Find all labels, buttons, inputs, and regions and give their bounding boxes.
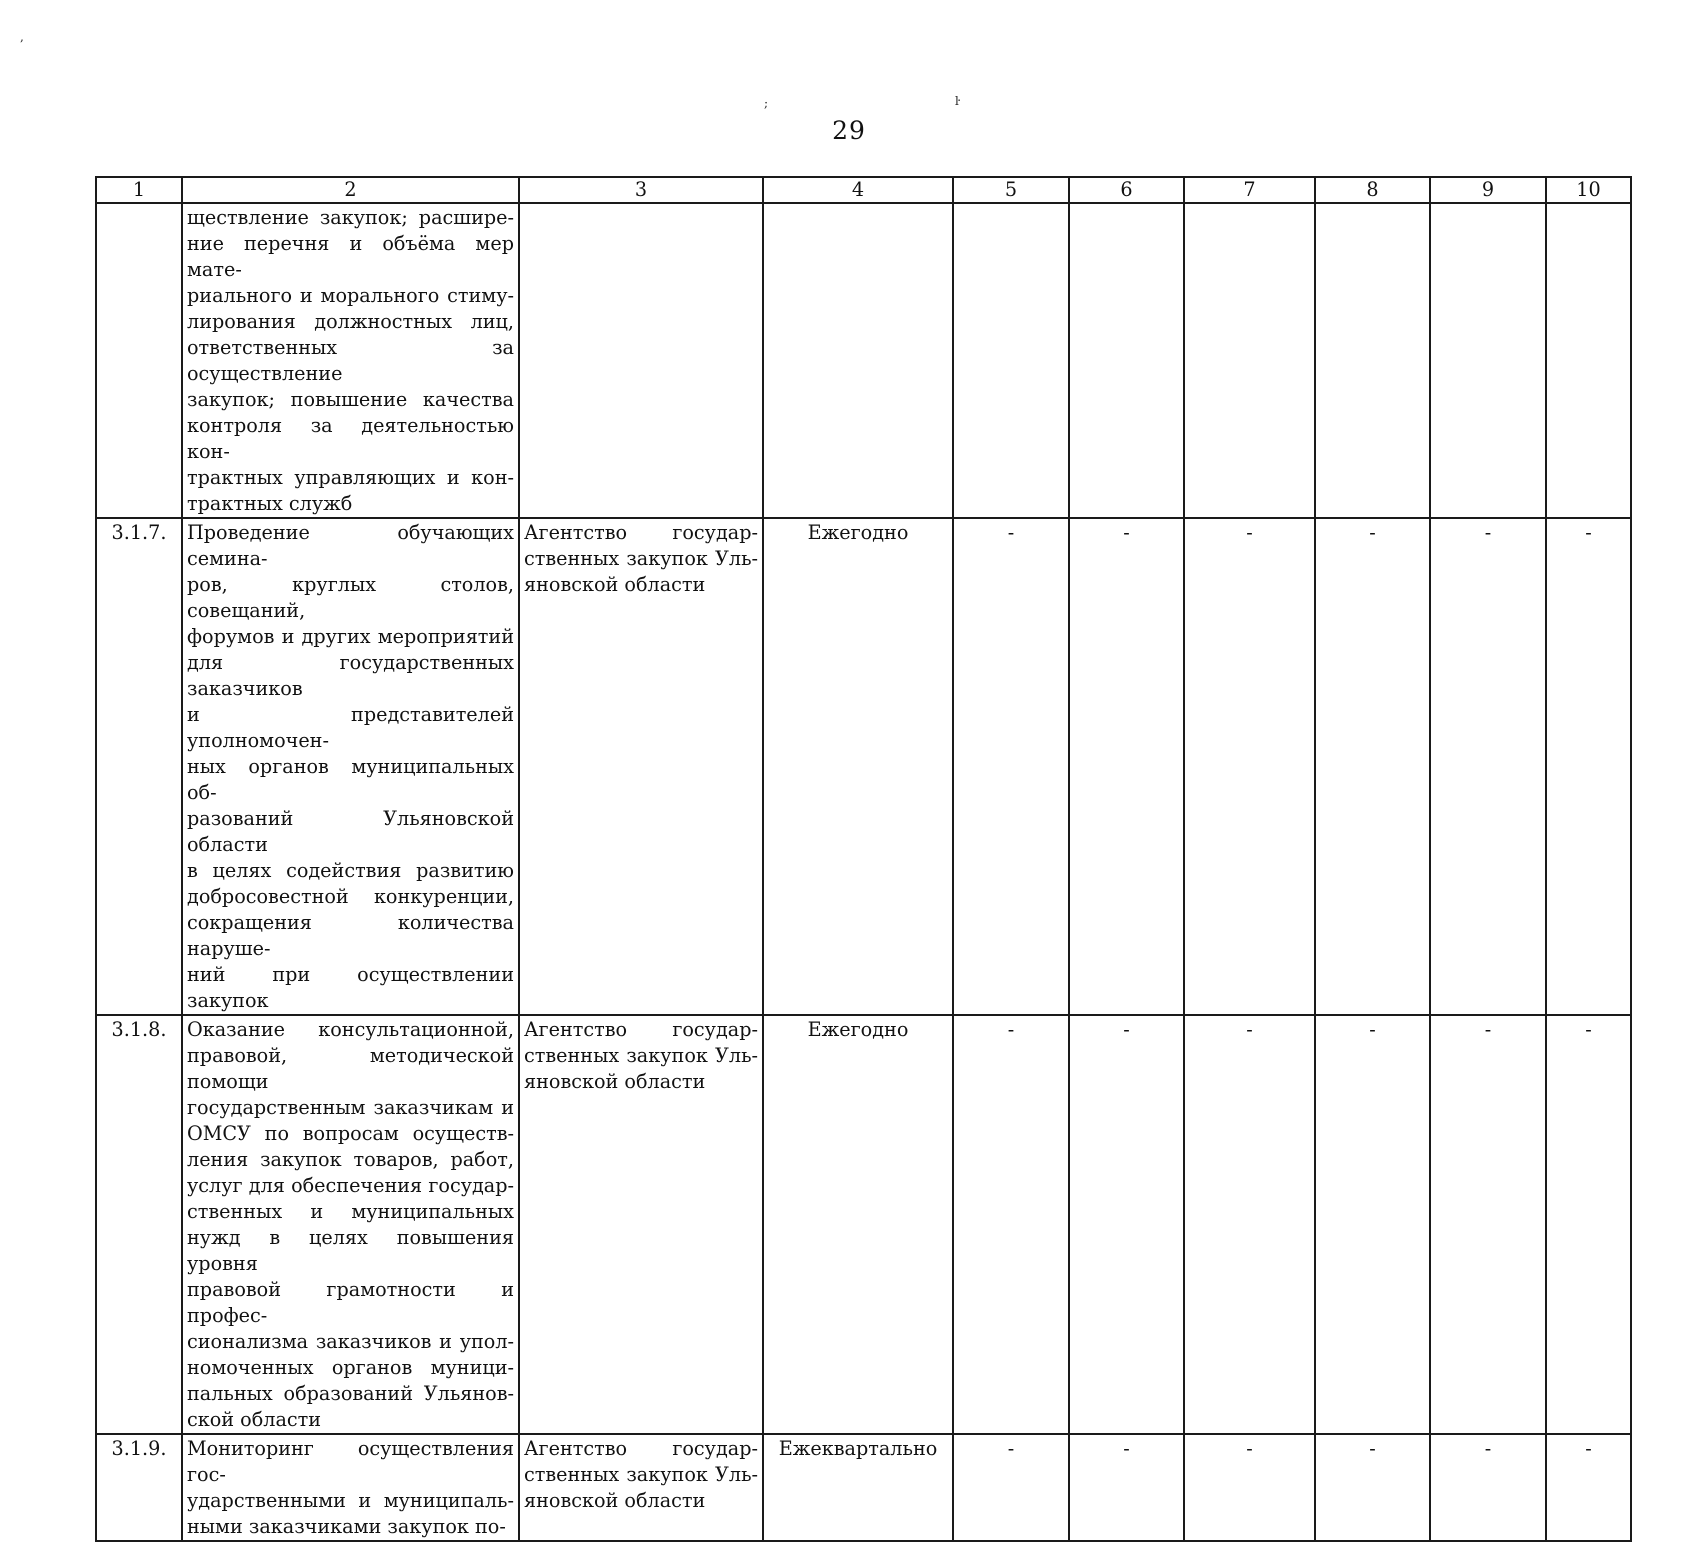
description-line: добросовестной конкуренции, xyxy=(187,885,514,908)
description-line: лирования должностных лиц, xyxy=(187,310,514,333)
description-line: в целях содействия развитию xyxy=(187,859,514,882)
column-number: 8 xyxy=(1315,177,1430,203)
column-number: 5 xyxy=(953,177,1069,203)
executor-line: ственных закупок Уль- xyxy=(524,1463,758,1486)
table-row xyxy=(96,518,1631,1015)
column-number-row xyxy=(96,177,1631,203)
measure-description xyxy=(182,1015,519,1434)
funding-value: - xyxy=(1430,518,1546,1015)
funding-value xyxy=(953,203,1069,518)
execution-term: Ежегодно xyxy=(763,518,953,1015)
responsible-executor xyxy=(519,518,763,1015)
description-line: услуг для обеспечения государ- xyxy=(187,1174,514,1197)
description-line: и представителей уполномочен- xyxy=(187,703,514,752)
responsible-executor xyxy=(519,1015,763,1434)
funding-value xyxy=(1069,203,1184,518)
funding-value: - xyxy=(1430,1434,1546,1541)
funding-value xyxy=(1546,203,1631,518)
funding-value: - xyxy=(1546,1434,1631,1541)
funding-value: - xyxy=(953,518,1069,1015)
column-number: 2 xyxy=(182,177,519,203)
measure-description xyxy=(182,518,519,1015)
description-line: риального и морального стиму- xyxy=(187,284,514,307)
item-number: 3.1.9. xyxy=(96,1434,182,1541)
column-number: 10 xyxy=(1546,177,1631,203)
description-line: ных органов муниципальных об- xyxy=(187,755,514,804)
executor-line: яновской области xyxy=(524,573,706,596)
description-line: разований Ульяновской области xyxy=(187,807,514,856)
funding-value: - xyxy=(1546,518,1631,1015)
execution-term xyxy=(763,203,953,518)
plan-table xyxy=(95,176,1632,1542)
scan-speck: ŀ xyxy=(955,94,959,108)
funding-value: - xyxy=(1546,1015,1631,1434)
funding-value: - xyxy=(1315,1434,1430,1541)
funding-value: - xyxy=(1184,518,1315,1015)
execution-term: Ежеквартально xyxy=(763,1434,953,1541)
column-number: 9 xyxy=(1430,177,1546,203)
description-line: ственных и муниципальных xyxy=(187,1200,514,1223)
funding-value xyxy=(1184,203,1315,518)
description-line: ОМСУ по вопросам осуществ- xyxy=(187,1122,514,1145)
description-line: ров, круглых столов, совещаний, xyxy=(187,573,514,622)
description-line: для государственных заказчиков xyxy=(187,651,514,700)
funding-value: - xyxy=(1069,518,1184,1015)
description-line: номоченных органов муници- xyxy=(187,1356,514,1379)
responsible-executor xyxy=(519,203,763,518)
funding-value: - xyxy=(1069,1015,1184,1434)
description-line: Мониторинг осуществления гос- xyxy=(187,1437,514,1486)
executor-line: яновской области xyxy=(524,1489,706,1512)
column-number: 6 xyxy=(1069,177,1184,203)
funding-value xyxy=(1430,203,1546,518)
funding-value: - xyxy=(1430,1015,1546,1434)
item-number: 3.1.7. xyxy=(96,518,182,1015)
column-number: 4 xyxy=(763,177,953,203)
funding-value: - xyxy=(1069,1434,1184,1541)
table-row xyxy=(96,203,1631,518)
item-number: 3.1.8. xyxy=(96,1015,182,1434)
executor-line: Агентство государ- xyxy=(524,1018,758,1041)
column-number: 3 xyxy=(519,177,763,203)
funding-value: - xyxy=(1315,518,1430,1015)
description-line: нужд в целях повышения уровня xyxy=(187,1226,514,1275)
execution-term: Ежегодно xyxy=(763,1015,953,1434)
table-row xyxy=(96,1434,1631,1541)
description-line: ными заказчиками закупок по- xyxy=(187,1515,506,1538)
scan-speck: , xyxy=(20,30,24,44)
description-line: ние перечня и объёма мер мате- xyxy=(187,232,514,281)
funding-value: - xyxy=(953,1015,1069,1434)
executor-line: ственных закупок Уль- xyxy=(524,1044,758,1067)
funding-value: - xyxy=(1315,1015,1430,1434)
description-line: правовой грамотности и профес- xyxy=(187,1278,514,1327)
description-line: Оказание консультационной, xyxy=(187,1018,514,1041)
description-line: Проведение обучающих семина- xyxy=(187,521,514,570)
funding-value xyxy=(1315,203,1430,518)
funding-value: - xyxy=(1184,1015,1315,1434)
description-line: ской области xyxy=(187,1408,322,1431)
description-line: пальных образований Ульянов- xyxy=(187,1382,514,1405)
column-number: 1 xyxy=(96,177,182,203)
measure-description xyxy=(182,203,519,518)
measure-description xyxy=(182,1434,519,1541)
scan-speck: ; xyxy=(764,96,769,110)
description-line: сокращения количества наруше- xyxy=(187,911,514,960)
description-line: сионализма заказчиков и упол- xyxy=(187,1330,514,1353)
description-line: ления закупок товаров, работ, xyxy=(187,1148,514,1171)
description-line: государственным заказчикам и xyxy=(187,1096,514,1119)
description-line: контроля за деятельностью кон- xyxy=(187,414,514,463)
description-line: правовой, методической помощи xyxy=(187,1044,514,1093)
funding-value: - xyxy=(953,1434,1069,1541)
description-line: ний при осуществлении закупок xyxy=(187,963,514,1012)
executor-line: ственных закупок Уль- xyxy=(524,547,758,570)
page-number: 29 xyxy=(832,116,866,145)
executor-line: Агентство государ- xyxy=(524,1437,758,1460)
description-line: закупок; повышение качества xyxy=(187,388,514,411)
description-line: ществление закупок; расшире- xyxy=(187,206,514,229)
responsible-executor xyxy=(519,1434,763,1541)
description-line: ударственными и муниципаль- xyxy=(187,1489,514,1512)
description-line: трактных служб xyxy=(187,492,353,515)
column-number: 7 xyxy=(1184,177,1315,203)
item-number xyxy=(96,203,182,518)
description-line: форумов и других мероприятий xyxy=(187,625,514,648)
description-line: трактных управляющих и кон- xyxy=(187,466,514,489)
executor-line: яновской области xyxy=(524,1070,706,1093)
table-row xyxy=(96,1015,1631,1434)
funding-value: - xyxy=(1184,1434,1315,1541)
description-line: ответственных за осуществление xyxy=(187,336,514,385)
executor-line: Агентство государ- xyxy=(524,521,758,544)
